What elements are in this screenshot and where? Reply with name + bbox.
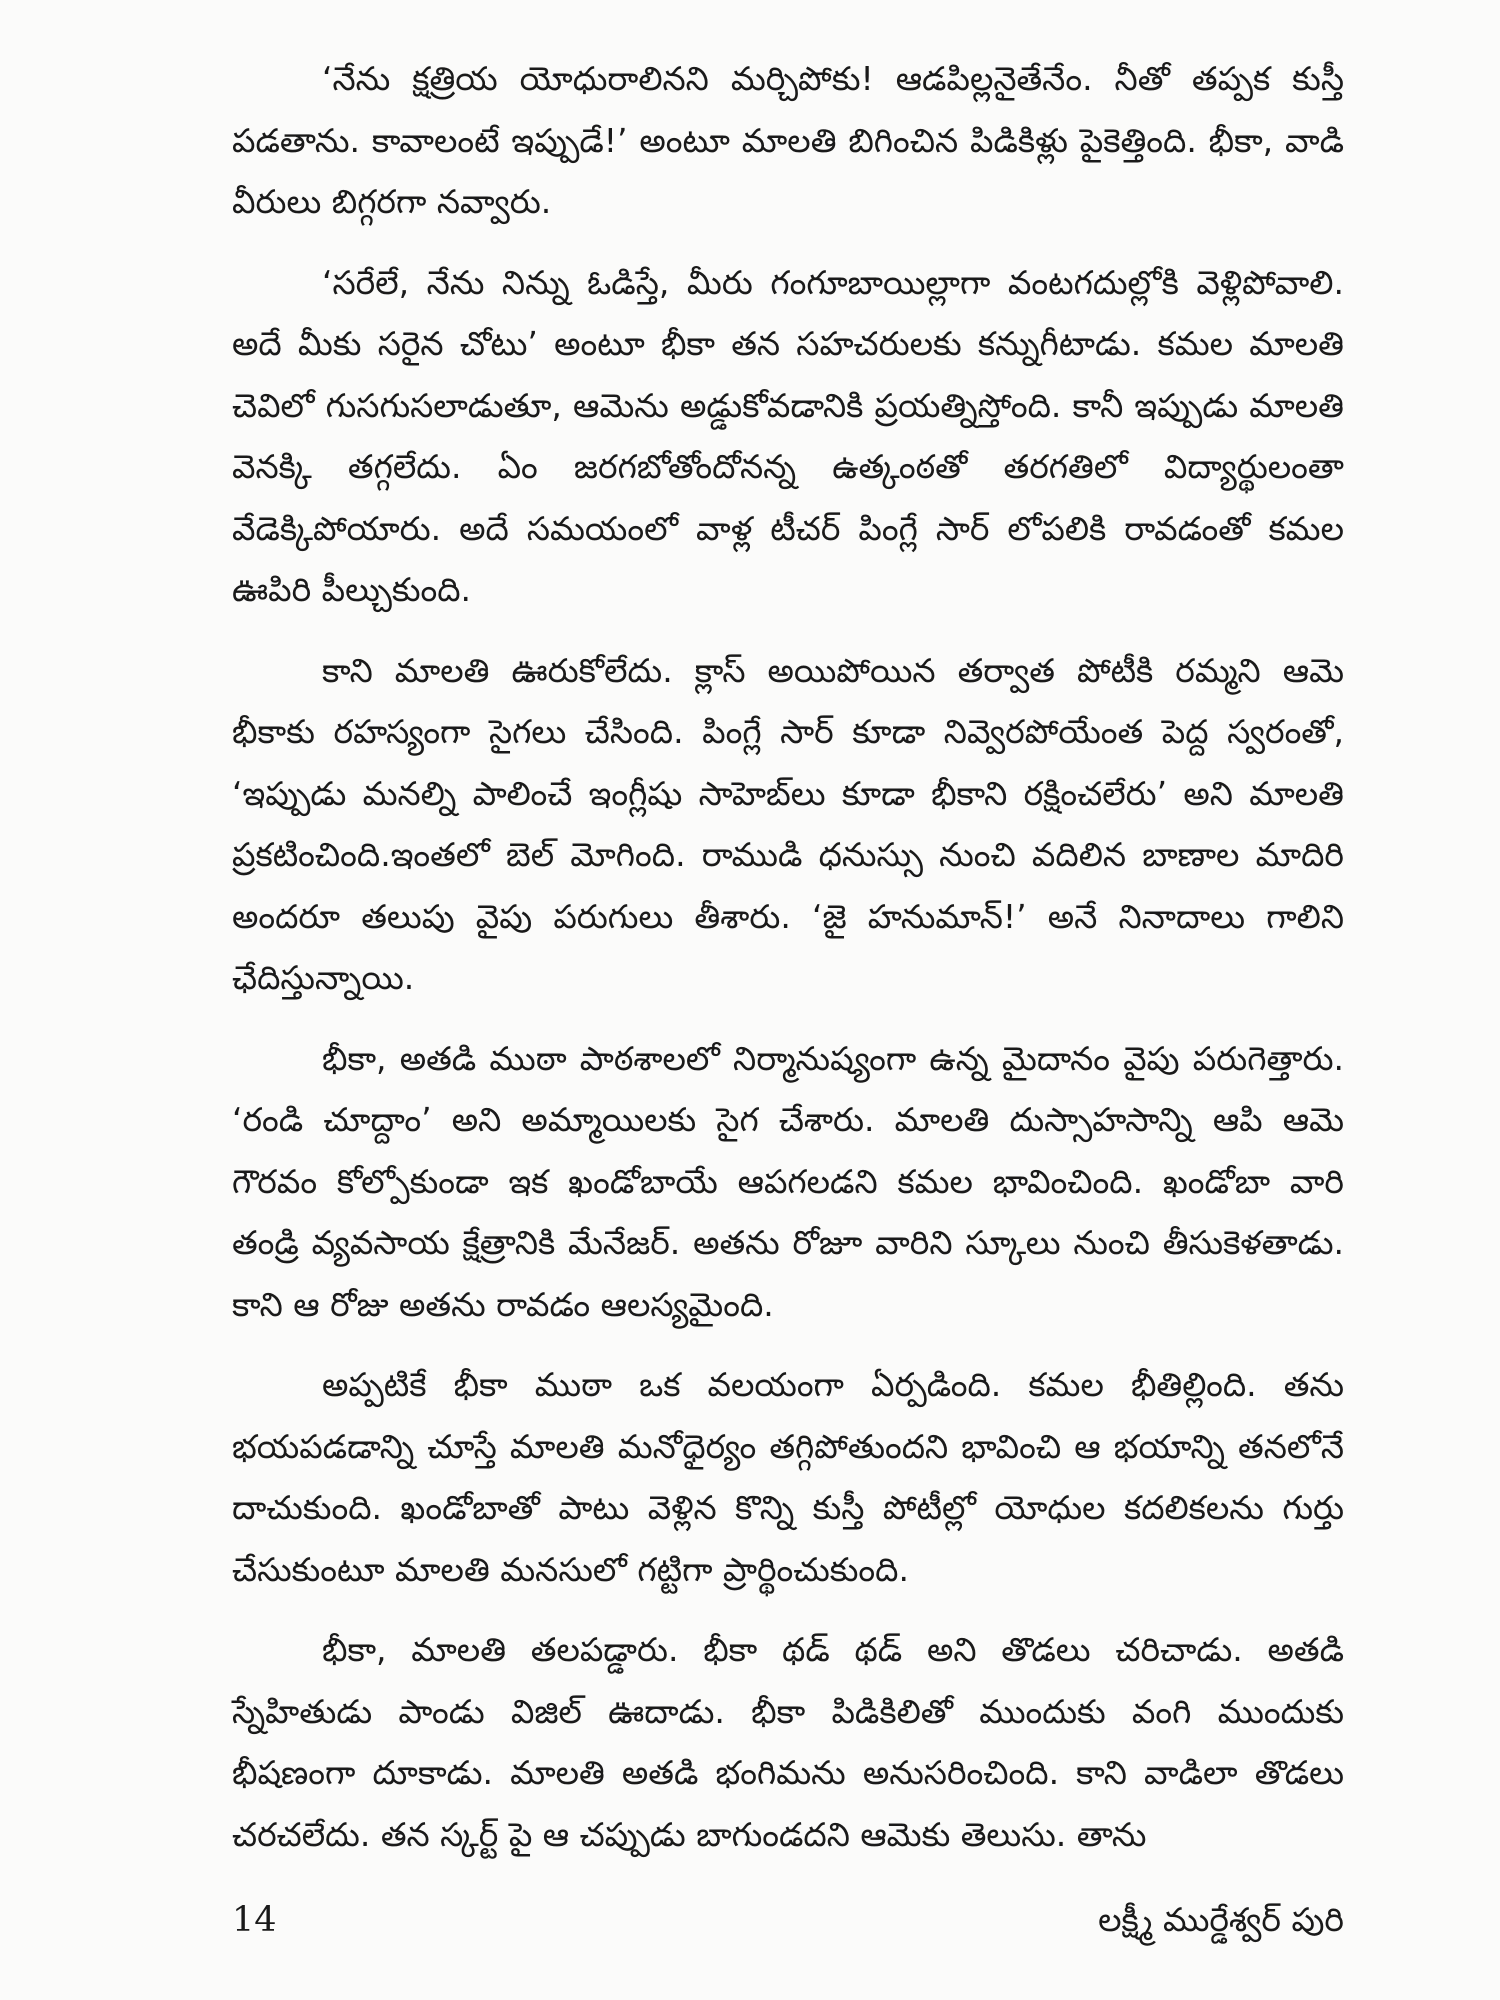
paragraph: ‘నేను క్షత్రియ యోధురాలినని మర్చిపోకు! ఆడపిల్లనైతేనేం. నీతో తప్పక కుస్తీ పడతాను. కావాలంటే ఇప్పుడే!’ అంటూ మాలతి బిగించిన పిడికిళ్లు పైకెత్తింది. భీకా, వాడి వీరులు బిగ్గరగా నవ్వారు. bbox=[232, 59, 1344, 221]
page-number: 14 bbox=[232, 1900, 277, 1940]
body-text bbox=[232, 48, 1344, 1865]
page-footer bbox=[232, 1900, 1344, 1950]
paragraph: భీకా, మాలతి తలపడ్డారు. భీకా థడ్ థడ్ అని తొడలు చరిచాడు. అతడి స్నేహితుడు పాండు విజిల్ ఊదాడు. భీకా పిడికిలితో ముందుకు వంగి ముందుకు భీషణంగా దూకాడు. మాలతి అతడి భంగిమను అనుసరించింది. కాని వాడిలా తొడలు చరచలేదు. తన స్కర్ట్ పై ఆ చప్పుడు బాగుండదని ఆమెకు తెలుసు. తాను bbox=[232, 1630, 1344, 1854]
paragraph: కాని మాలతి ఊరుకోలేదు. క్లాస్ అయిపోయిన తర్వాత పోటీకి రమ్మని ఆమె భీకాకు రహస్యంగా సైగలు చేసింది. పింగ్లే సార్ కూడా నివ్వెరపోయేంత పెద్ద స్వరంతో, ‘ఇప్పుడు మనల్ని పాలించే ఇంగ్లీషు సాహెబ్‌లు కూడా భీకాని రక్షించలేరు’ అని మాలతి ప్రకటించింది.ఇంతలో బెల్ మోగింది. రాముడి ధనుస్సు నుంచి వదిలిన బాణాల మాదిరి అందరూ తలుపు వైపు పరుగులు తీశారు. ‘జై హనుమాన్!’ అనే నినాదాలు గాలిని ఛేదిస్తున్నాయి. bbox=[232, 650, 1344, 997]
author-name: లక్ష్మీ ముర్డేశ్వర్ పురి bbox=[1098, 1900, 1344, 1939]
paragraph: ‘సరేలే, నేను నిన్ను ఓడిస్తే, మీరు గంగూబాయిల్లాగా వంటగదుల్లోకి వెళ్లిపోవాలి. అదే మీకు సరైన చోటు’ అంటూ భీకా తన సహచరులకు కన్నుగీటాడు. కమల మాలతి చెవిలో గుసగుసలాడుతూ, ఆమెను అడ్డుకోవడానికి ప్రయత్నిస్తోంది. కానీ ఇప్పుడు మాలతి వెనక్కి తగ్గలేదు. ఏం జరగబోతోందోనన్న ఉత్కంఠతో తరగతిలో విద్యార్థులంతా వేడెక్కిపోయారు. అదే సమయంలో వాళ్ల టీచర్ పింగ్లే సార్ లోపలికి రావడంతో కమల ఊపిరి పీల్చుకుంది. bbox=[232, 262, 1344, 609]
paragraph: భీకా, అతడి ముఠా పాఠశాలలో నిర్మానుష్యంగా ఉన్న మైదానం వైపు పరుగెత్తారు. ‘రండి చూద్దాం’ అని అమ్మాయిలకు సైగ చేశారు. మాలతి దుస్సాహసాన్ని ఆపి ఆమె గౌరవం కోల్పోకుండా ఇక ఖండోబాయే ఆపగలడని కమల భావించింది. ఖండోబా వారి తండ్రి వ్యవసాయ క్షేత్రానికి మేనేజర్. అతను రోజూ వారిని స్కూలు నుంచి తీసుకెళతాడు. కాని ఆ రోజు అతను రావడం ఆలస్యమైంది. bbox=[232, 1038, 1344, 1324]
paragraph: అప్పటికే భీకా ముఠా ఒక వలయంగా ఏర్పడింది. కమల భీతిల్లింది. తను భయపడడాన్ని చూస్తే మాలతి మనోధైర్యం తగ్గిపోతుందని భావించి ఆ భయాన్ని తనలోనే దాచుకుంది. ఖండోబాతో పాటు వెళ్లిన కొన్ని కుస్తీ పోటీల్లో యోధుల కదలికలను గుర్తు చేసుకుంటూ మాలతి మనసులో గట్టిగా ప్రార్థించుకుంది. bbox=[232, 1365, 1344, 1589]
